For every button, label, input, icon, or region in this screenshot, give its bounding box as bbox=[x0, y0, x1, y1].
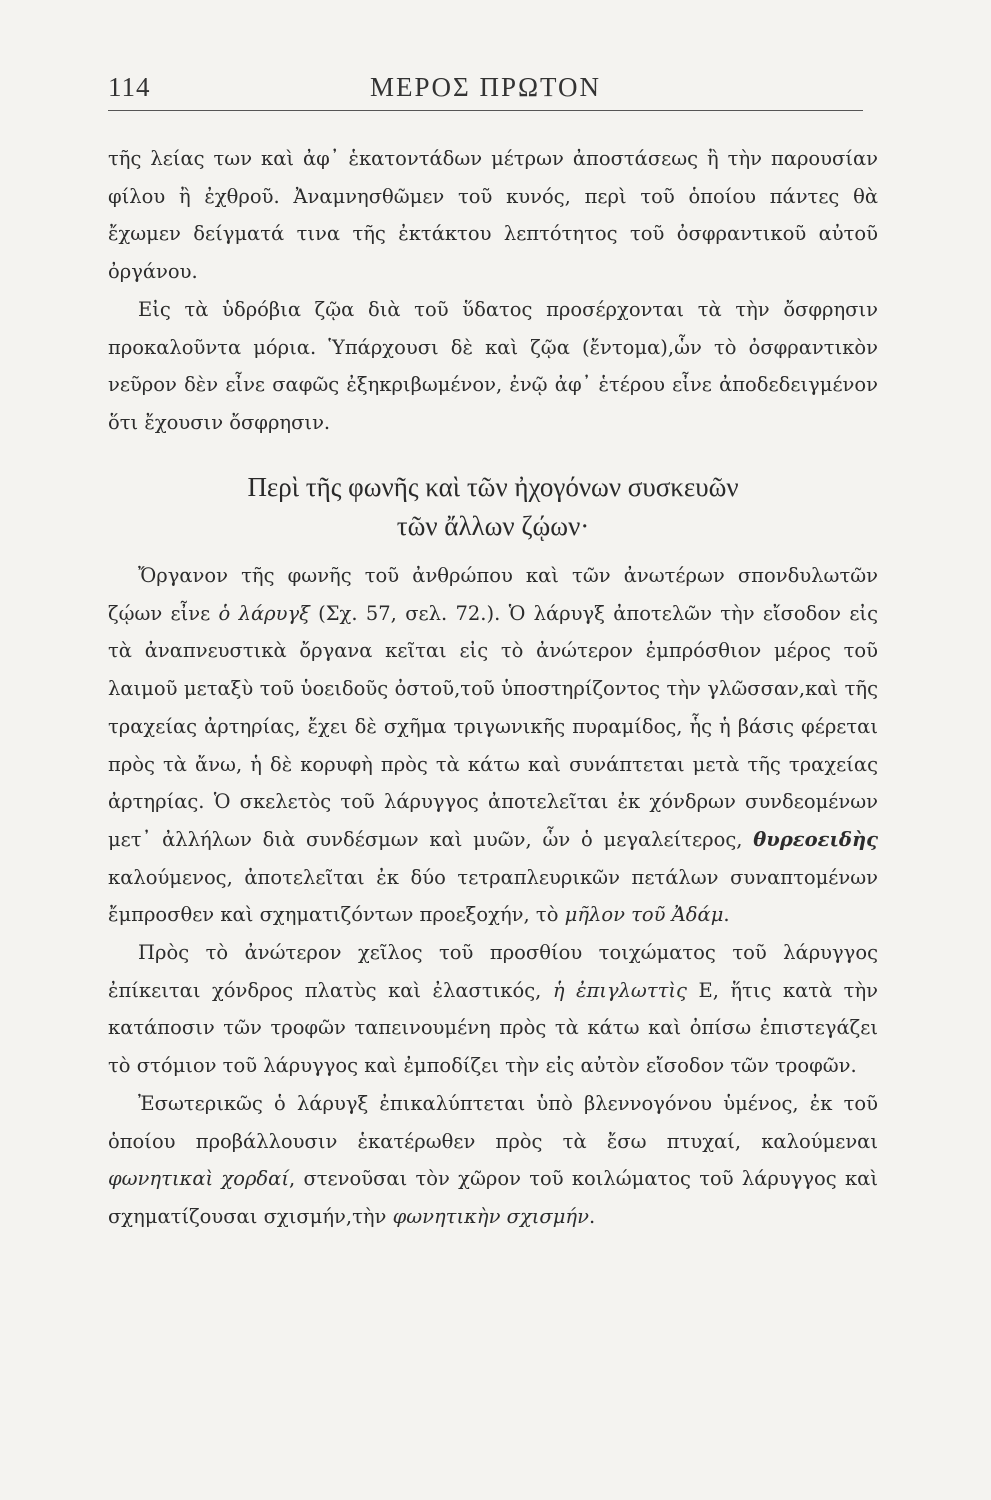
term-thyroid: θυρεοειδὴς bbox=[753, 827, 878, 851]
term-vocal-cords: φωνητικαὶ χορδαί bbox=[108, 1167, 289, 1191]
paragraph-3-text-b: (Σχ. 57, σελ. 72.). Ὁ λάρυγξ ἀποτελῶν τὴν εἴσοδον εἰς τὰ ἀναπνευστικὰ ὄργανα κεῖται εἰς τὸ ἀνώτερον ἐμπρόσθιον μέρος τοῦ λαιμοῦ μεταξὺ τοῦ ὑοειδοῦς ὀστοῦ,τοῦ ὑποστηρίζοντος τὴν γλῶσσαν,καὶ τῆς τραχείας ἀρτηρίας, ἔχει δὲ σχῆμα τριγωνικῆς πυραμίδος, ἧς ἡ βάσις φέρεται πρὸς τὰ ἄνω, ἡ δὲ κορυφὴ πρὸς τὰ κάτω καὶ συνάπτεται μετὰ τῆς τραχείας ἀρτηρίας. Ὁ σκελετὸς τοῦ λάρυγγος ἀποτελεῖται ἐκ χόνδρων συνδεομένων μετ᾽ ἀλλήλων διὰ συνδέσμων καὶ μυῶν, ὧν ὁ μεγαλείτερος, bbox=[108, 601, 878, 851]
term-epiglottis: ἡ ἐπιγλωττὶς bbox=[552, 978, 687, 1002]
paragraph-4-text-a: Πρὸς τὸ ἀνώτερον χεῖλος τοῦ προσθίου τοιχώματος τοῦ λάρυγγος ἐπίκειται χόνδρος πλατὺς καὶ ἐλαστικός, bbox=[108, 941, 878, 1002]
section-heading-line-1: Περὶ τῆς φωνῆς καὶ τῶν ἠχογόνων συσκευῶν bbox=[247, 472, 739, 502]
paragraph-3 bbox=[108, 557, 878, 934]
term-adams-apple: μῆλον τοῦ Ἀδάμ bbox=[564, 903, 724, 927]
paragraph-2: Εἰς τὰ ὑδρόβια ζῷα διὰ τοῦ ὕδατος προσέρχονται τὰ τὴν ὄσφρησιν προκαλοῦντα μόρια. Ὑπάρχουσι δὲ καὶ ζῷα (ἔντομα),ὧν τὸ ὀσφραντικὸν νεῦρον δὲν εἶνε σαφῶς ἐξηκριβωμένον, ἐνῷ ἀφ᾽ ἑτέρου εἶνε ἀποδεδειγμένον ὅτι ἔχουσιν ὄσφρησιν. bbox=[108, 297, 878, 434]
paragraph-1: τῆς λείας των καὶ ἀφ᾽ ἑκατοντάδων μέτρων ἀποστάσεως ἢ τὴν παρουσίαν φίλου ἢ ἐχθροῦ. Ἀναμνησθῶμεν τοῦ κυνός, περὶ τοῦ ὁποίου πάντες θὰ ἔχωμεν δείγματά τινα τῆς ἐκτάκτου λεπτότητος τοῦ ὀσφραντικοῦ αὐτοῦ ὀργάνου. bbox=[108, 147, 878, 284]
paragraph-4 bbox=[108, 934, 878, 1085]
section-heading-line-2: τῶν ἄλλων ζῴων· bbox=[396, 511, 590, 541]
paragraph-4-text-b: Ε, ἥτις κατὰ τὴν κατάποσιν τῶν τροφῶν ταπεινουμένη πρὸς τὰ κάτω καὶ ὀπίσω ἐπιστεγάζει τὸ στόμιον τοῦ λάρυγγος καὶ ἐμποδίζει τὴν εἰς αὐτὸν εἴσοδον τῶν τροφῶν. bbox=[108, 978, 879, 1078]
text-block-top bbox=[108, 140, 878, 442]
section-heading bbox=[108, 468, 878, 546]
paragraph-5-text-a: Ἐσωτερικῶς ὁ λάρυγξ ἐπικαλύπτεται ὑπὸ βλεννογόνου ὑμένος, ἐκ τοῦ ὁποίου προβάλλουσιν ἑκατέρωθεν πρὸς τὰ ἔσω πτυχαί, καλούμεναι bbox=[108, 1091, 878, 1153]
term-larynx: ὁ λάρυγξ bbox=[218, 601, 310, 625]
paragraph-5-text-b: , στενοῦσαι τὸν χῶρον τοῦ κοιλώματος τοῦ λάρυγγος καὶ σχηματίζουσαι σχισμήν,τὴν bbox=[108, 1167, 878, 1228]
paragraph-5-text-c: . bbox=[588, 1204, 596, 1228]
text-block-bottom bbox=[108, 557, 878, 1236]
term-glottis: φωνητικὴν σχισμήν bbox=[392, 1204, 589, 1228]
running-head: ΜΕΡΟΣ ΠΡΩΤΟΝ bbox=[369, 72, 602, 102]
paragraph-5 bbox=[108, 1085, 878, 1236]
paragraph-3-text-c: καλούμενος, ἀποτελεῖται ἐκ δύο τετραπλευρικῶν πετάλων συναπτομένων ἔμπροσθεν καὶ σχηματιζόντων προεξοχήν, τὸ bbox=[108, 865, 878, 927]
paragraph-3-text-d: . bbox=[723, 903, 730, 927]
page-header bbox=[108, 68, 863, 111]
paragraph-3-text-a: Ὄργανον τῆς φωνῆς τοῦ ἀνθρώπου καὶ τῶν ἀνωτέρων σπονδυλωτῶν ζῴων εἶνε bbox=[108, 564, 878, 625]
page-number: 114 bbox=[108, 72, 151, 102]
